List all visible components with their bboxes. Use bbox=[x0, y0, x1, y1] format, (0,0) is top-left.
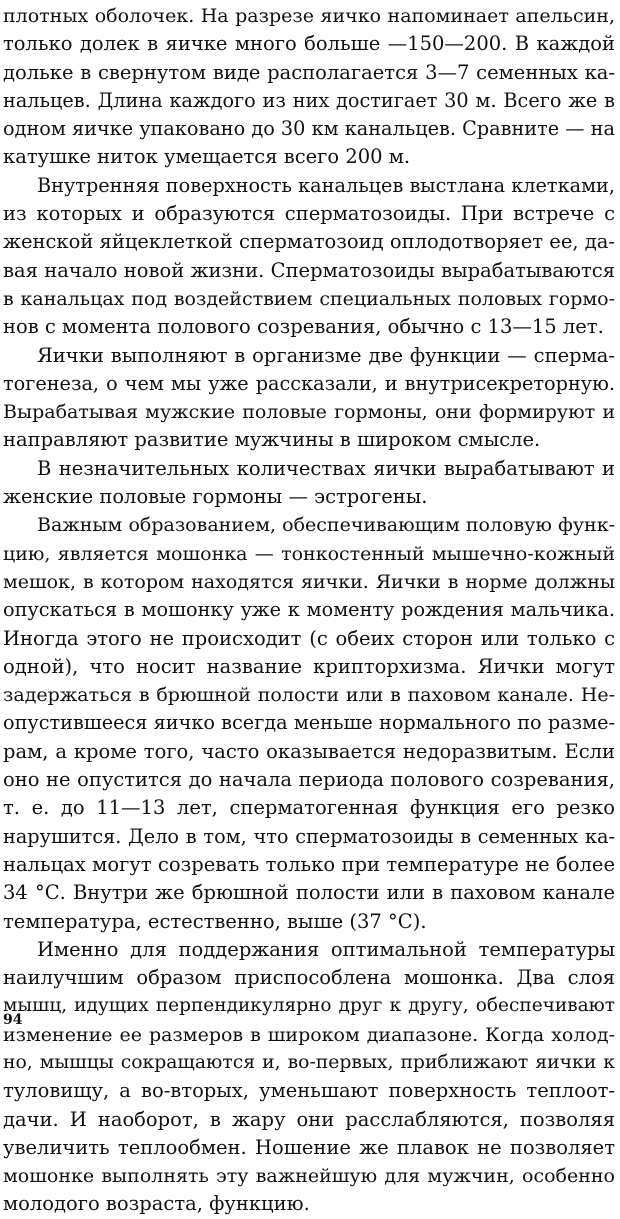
text-line: нов с момента полового созревания, обычно с 13—15 лет. bbox=[3, 315, 604, 339]
text-line: опускаться в мошонку уже к моменту рождения мальчика. bbox=[3, 598, 615, 622]
text-line: но, мышцы сокращаются и, во-первых, приближают яички к bbox=[3, 1051, 615, 1073]
text-line: тогенеза, о чем мы уже рассказали, и внутрисекреторную. bbox=[3, 371, 615, 395]
text-line: только долек в яичке много больше —150—200. В каждой bbox=[3, 32, 615, 56]
text-line: вая начало новой жизни. Сперматозоиды вырабатываются bbox=[3, 258, 615, 282]
text-line: наилучшим образом приспособлена мошонка. Два слоя bbox=[3, 966, 615, 990]
text-line: нальцев. Длина каждого из них достигает 30 м. Всего же в bbox=[3, 88, 615, 112]
body-text bbox=[3, 0, 615, 1219]
text-line: оно не опустится до начала периода полового созревания, bbox=[3, 768, 615, 792]
text-line: Важным образованием, обеспечивающим половую функ- bbox=[37, 514, 615, 537]
text-line: из которых и образуются сперматозоиды. При встрече с bbox=[3, 202, 615, 226]
text-line: нальцах могут созревать только при температуре не более bbox=[3, 852, 615, 876]
text-line: рам, а кроме того, часто оказывается недоразвитым. Если bbox=[3, 739, 615, 763]
text-line: температура, естественно, выше (37 °С). bbox=[3, 909, 427, 933]
text-line: Иногда этого не происходит (с обеих сторон или только с bbox=[3, 626, 615, 650]
text-line: увеличить теплообмен. Ношение же плавок не позволяет bbox=[3, 1135, 615, 1159]
text-line: плотных оболочек. На разрезе яичко напоминает апельсин, bbox=[3, 5, 615, 27]
text-line: молодого возраста, функцию. bbox=[3, 1192, 310, 1216]
text-line: женские половые гормоны — эстрогены. bbox=[3, 485, 428, 509]
text-line: т. е. до 11—13 лет, сперматогенная функция его резко bbox=[3, 796, 615, 820]
text-line: нарушится. Дело в том, что сперматозоиды в семенных ка- bbox=[3, 824, 615, 848]
text-line: Именно для поддержания оптимальной температуры bbox=[37, 937, 615, 961]
text-line: одной), что носит название крипторхизма. Яички могут bbox=[3, 654, 615, 678]
book-page bbox=[3, 0, 615, 1216]
text-line: В незначительных количествах яички вырабатывают и bbox=[37, 456, 615, 480]
text-line: Внутренняя поверхность канальцев выстлана клетками, bbox=[37, 173, 615, 197]
page-number: 94 bbox=[3, 1012, 23, 1028]
text-line: задержаться в брюшной полости или в паховом канале. Не- bbox=[3, 684, 615, 707]
text-line: женской яйцеклеткой сперматозоид оплодотворяет ее, да- bbox=[3, 230, 615, 254]
text-line: изменение ее размеров в широком диапазоне. Когда холод- bbox=[3, 1023, 615, 1046]
text-line: Вырабатывая мужские половые гормоны, они формируют и bbox=[3, 401, 615, 424]
text-line: одном яичке упаковано до 30 км канальцев. Сравните — на bbox=[3, 117, 615, 141]
text-line: цию, является мошонка — тонкостенный мышечно-кожный bbox=[3, 542, 615, 565]
text-line: мешок, в котором находятся яички. Яички в норме должны bbox=[3, 570, 615, 593]
text-line: дачи. И наоборот, в жару они расслабляются, позволяя bbox=[3, 1107, 615, 1131]
text-line: опустившееся яичко всегда меньше нормального по разме- bbox=[3, 711, 615, 735]
text-line: мошонке выполнять эту важнейшую для мужчин, особенно bbox=[3, 1165, 615, 1188]
text-line: в канальцах под воздействием специальных половых гормо- bbox=[3, 287, 615, 310]
text-line: направляют развитие мужчины в широком смысле. bbox=[3, 428, 541, 452]
text-line: Яички выполняют в организме две функции — сперма- bbox=[37, 343, 615, 367]
text-line: 34 °С. Внутри же брюшной полости или в паховом канале bbox=[3, 881, 615, 905]
text-line: дольке в свернутом виде располагается 3—7 семенных ка- bbox=[3, 60, 615, 84]
text-line: туловищу, а во-вторых, уменьшают поверхность теплоот- bbox=[3, 1079, 615, 1103]
text-line: мышц, идущих перпендикулярно друг к другу, обеспечивают bbox=[3, 995, 615, 1017]
text-line: катушке ниток умещается всего 200 м. bbox=[3, 145, 411, 169]
